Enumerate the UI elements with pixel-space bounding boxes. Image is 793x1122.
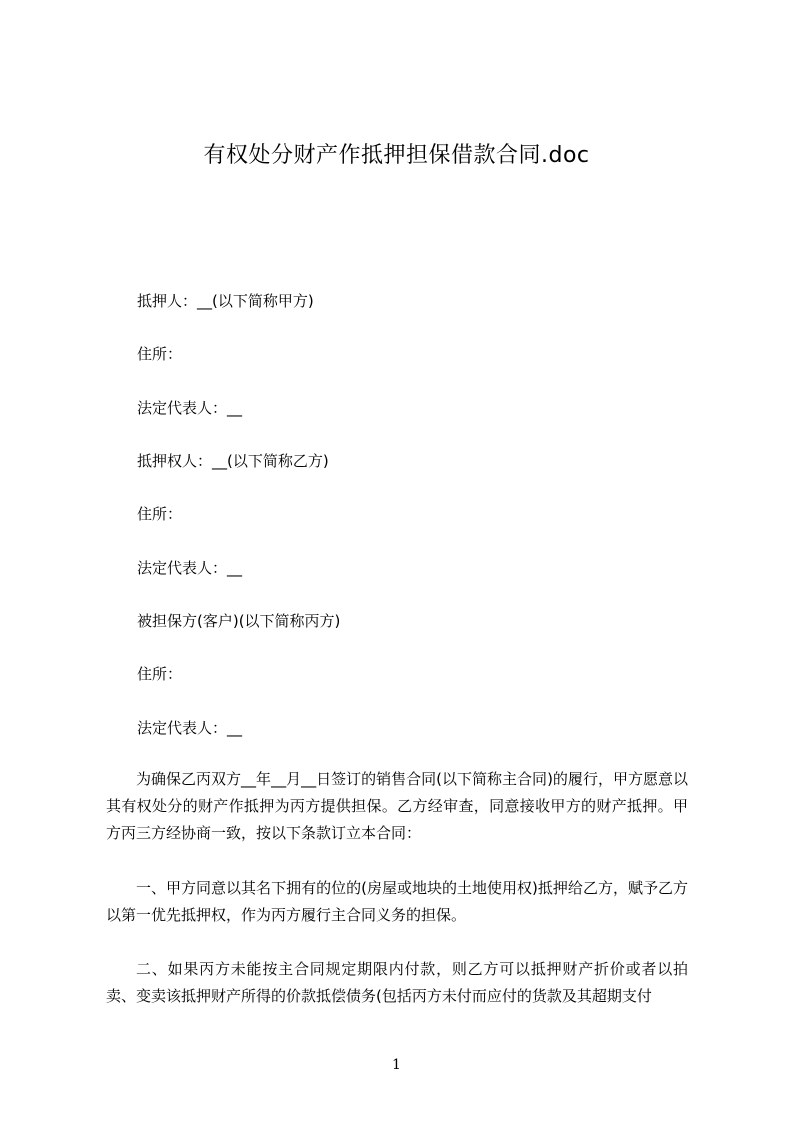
preamble-paragraph: 为确保乙丙双方__年__月__日签订的销售合同(以下简称主合同)的履行，甲方愿意以其有权处分的财产作抵押为丙方提供担保。乙方经审查，同意接收甲方的财产抵押。甲方丙三方经协商一致，按以下条款订立本合同：	[106, 770, 688, 842]
clause-2-paragraph: 二、如果丙方未能按主合同规定期限内付款，则乙方可以抵押财产折价或者以拍卖、变卖该抵押财产所得的价款抵偿债务(包括丙方未付而应付的货款及其超期支付	[106, 960, 688, 1005]
mortgagee-legal-rep-field: 法定代表人：__	[137, 559, 243, 577]
mortgagor-field: 抵押人：__(以下简称甲方)	[137, 292, 314, 310]
page-number: 1	[392, 1057, 401, 1073]
mortgagee-field: 抵押权人：__(以下简称乙方)	[137, 452, 329, 470]
guaranteed-party-legal-rep-field: 法定代表人：__	[137, 719, 243, 737]
guaranteed-party-field: 被担保方(客户)(以下简称丙方)	[137, 612, 341, 630]
mortgagee-address-field: 住所：	[137, 505, 183, 523]
guaranteed-party-address-field: 住所：	[137, 665, 183, 683]
mortgagor-legal-rep-field: 法定代表人：__	[137, 399, 243, 417]
clause-1-paragraph: 一、甲方同意以其名下拥有的位的(房屋或地块的土地使用权)抵押给乙方，赋予乙方以第一优先抵押权，作为丙方履行主合同义务的担保。	[106, 879, 688, 924]
mortgagor-address-field: 住所：	[137, 345, 183, 363]
document-title: 有权处分财产作抵押担保借款合同.doc	[203, 143, 590, 168]
